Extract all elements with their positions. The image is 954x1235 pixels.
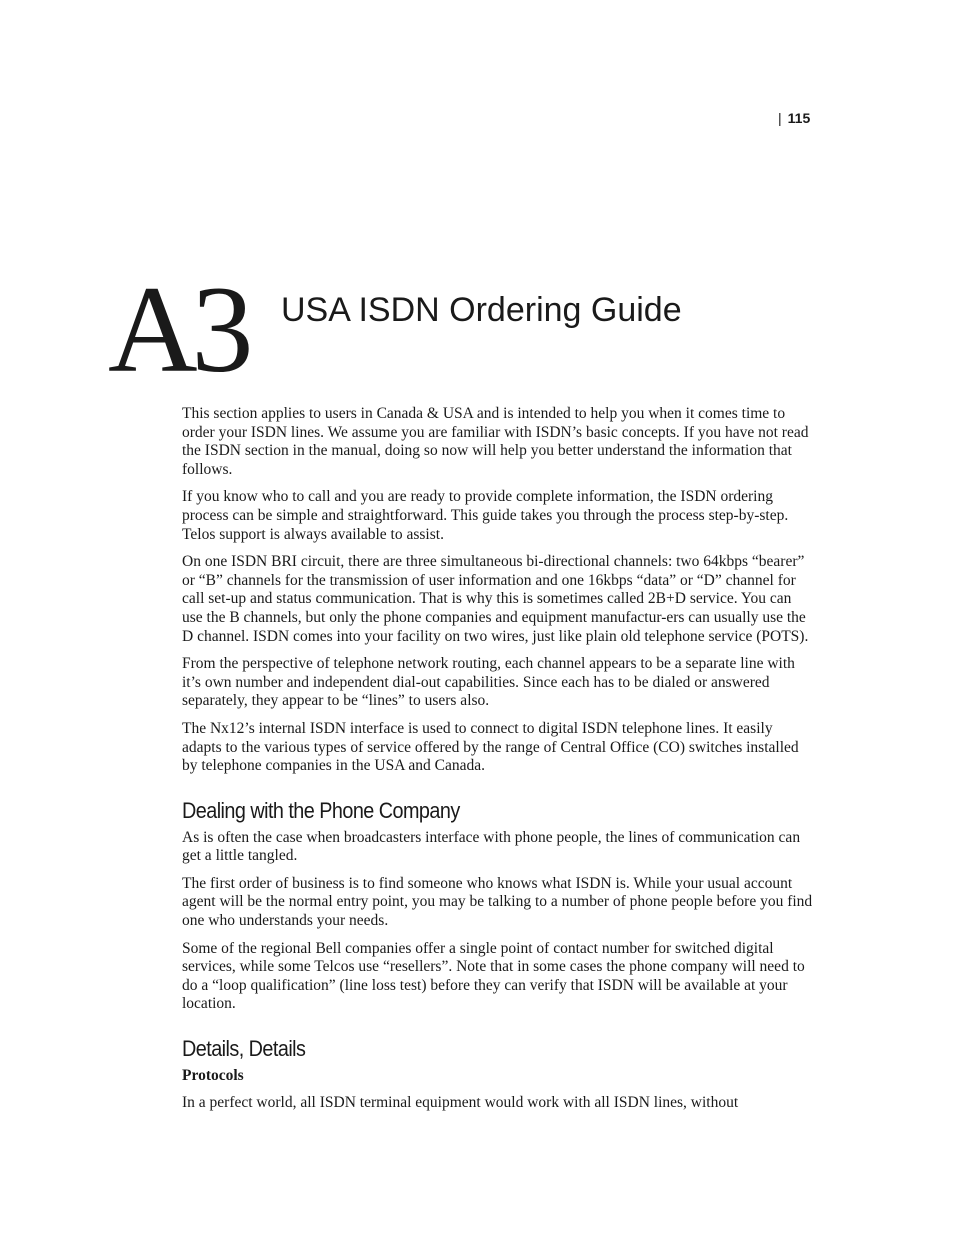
page-number [778, 110, 810, 126]
chapter-title: USA ISDN Ordering Guide [281, 291, 682, 329]
subheading-protocols: Protocols [182, 1067, 244, 1085]
section-paragraph: Some of the regional Bell companies offer a single point of contact number for switched digital services, while some Telcos use “resellers”. Note that in some cases the phone company will need to do a “loop qualification” (line loss test) before they can verify that ISDN will be available at your location. [182, 939, 805, 1013]
section-heading-details: Details, Details [182, 1036, 306, 1062]
page-number-value: 115 [787, 110, 811, 126]
intro-paragraph: On one ISDN BRI circuit, there are three simultaneous bi-directional channels: two 64kbps “bearer” or “B” channels for the transmission of user information and one 16kbps “data” or “D” channel for call set-up and status communication. That is why this is sometimes called 2B+D service. You can use the B channels, but only the phone companies and equipment manufactur-ers can usually use the D channel. ISDN comes into your facility on two wires, just like plain old telephone service (POTS). [182, 553, 809, 645]
intro-paragraph: From the perspective of telephone network routing, each channel appears to be a separate line with it’s own number and independent dial-out capabilities. Since each has to be dialed or answered separately, they appear to be “lines” to users also. [182, 655, 795, 710]
section-heading-phone-company: Dealing with the Phone Company [182, 797, 460, 823]
section-paragraph: As is often the case when broadcasters interface with phone people, the lines of communication can get a little tangled. [182, 828, 801, 865]
section-paragraph: The first order of business is to find someone who knows what ISDN is. While your usual account agent will be the normal entry point, you may be talking to a number of phone people before you find one who understands your needs. [182, 874, 813, 930]
body-content [182, 405, 814, 1121]
chapter-number: A3 [108, 261, 248, 398]
section-paragraph: In a perfect world, all ISDN terminal equipment would work with all ISDN lines, without [182, 1093, 739, 1111]
page-number-separator: | [778, 110, 782, 126]
intro-paragraph: The Nx12’s internal ISDN interface is used to connect to digital ISDN telephone lines. It easily adapts to the various types of service offered by the range of Central Office (CO) switches installed by telephone companies in the USA and Canada. [182, 719, 799, 775]
intro-paragraph: If you know who to call and you are ready to provide complete information, the ISDN ordering process can be simple and straightforward. This guide takes you through the process step-by-step. Telos support is always available to assist. [182, 488, 789, 543]
intro-paragraph: This section applies to users in Canada & USA and is intended to help you when it comes time to order your ISDN lines. We assume you are familiar with ISDN’s basic concepts. If you have not read the ISDN section in the manual, doing so now will help you better understand the information that follows. [182, 405, 809, 478]
